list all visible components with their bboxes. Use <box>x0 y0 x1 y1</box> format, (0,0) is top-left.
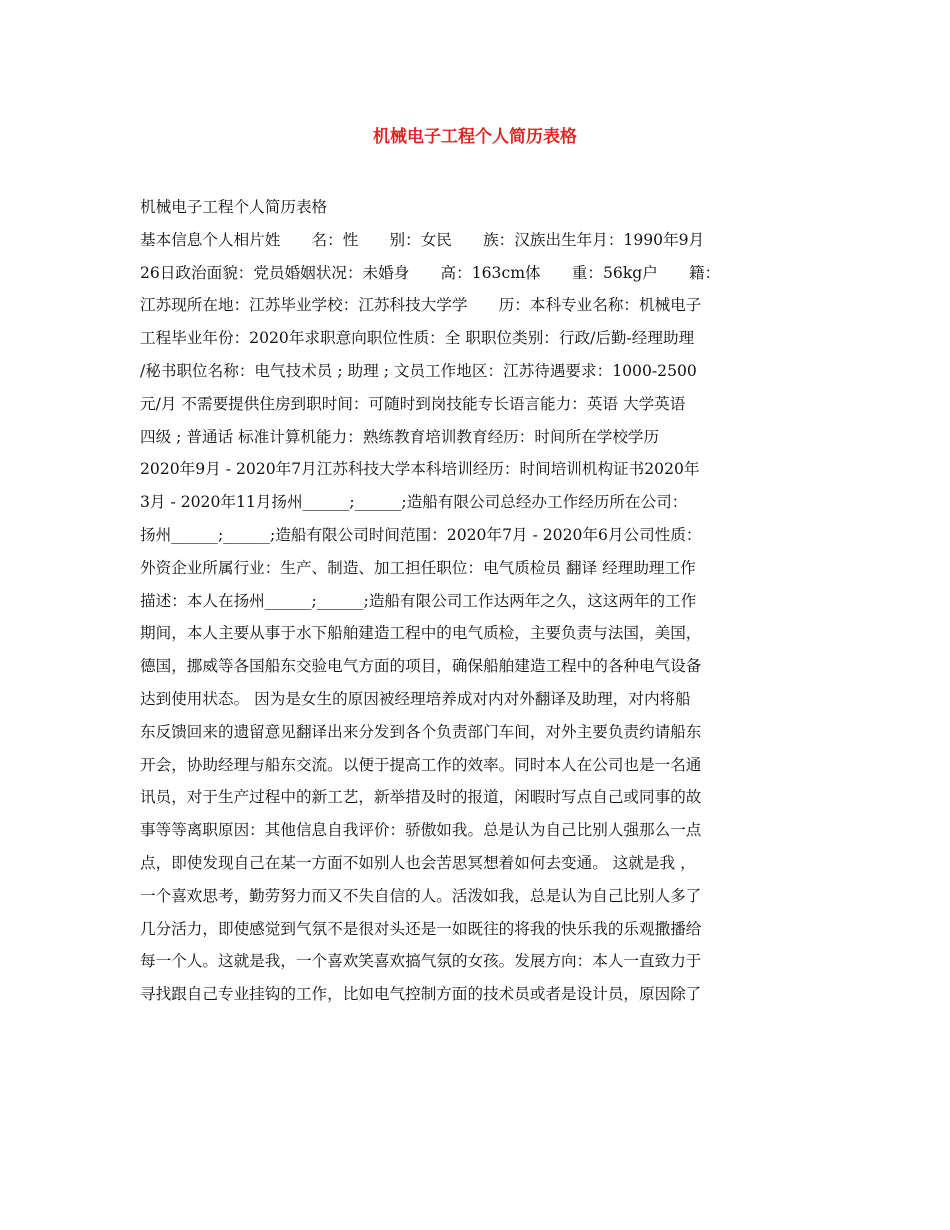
body-line: 2020年9月 - 2020年7月江苏科技大学本科培训经历：时间培训机构证书2020年 <box>140 460 700 479</box>
body-line: 描述：本人在扬州______;______;造船有限公司工作达两年之久，这这两年的工作 <box>140 591 697 610</box>
body-line: 外资企业所属行业：生产、制造、加工担任职位：电气质检员 翻译 经理助理工作 <box>140 558 696 577</box>
body-line: 寻找跟自己专业挂钩的工作，比如电气控制方面的技术员或者是设计员，原因除了 <box>140 985 702 1004</box>
body-line: 讯员，对于生产过程中的新工艺，新举措及时的报道，闲暇时写点自己或同事的故 <box>140 788 702 807</box>
body-line: 德国，挪威等各国船东交验电气方面的项目，确保船舶建造工程中的各种电气设备 <box>140 657 702 676</box>
body-line: 开会，协助经理与船东交流。以便于提高工作的效率。同时本人在公司也是一名通 <box>140 755 702 774</box>
body-line: 工程毕业年份：2020年求职意向职位性质：全 职职位类别：行政/后勤-经理助理 <box>140 329 695 348</box>
body-line: 3月 - 2020年11月扬州______;______;造船有限公司总经办工作经历所在公司： <box>140 493 688 512</box>
body-line: 东反馈回来的遗留意见翻译出来分发到各个负责部门车间，对外主要负责约请船东 <box>140 722 702 741</box>
body-line: 每一个人。这就是我，一个喜欢笑喜欢搞气氛的女孩。发展方向：本人一直致力于 <box>140 952 702 971</box>
body-line: 机械电子工程个人简历表格 <box>140 198 328 216</box>
body-line: 基本信息个人相片姓 名：性 别：女民 族：汉族出生年月：1990年9月 <box>140 230 705 249</box>
body-line: 事等等离职原因：其他信息自我评价：骄傲如我。总是认为自己比别人强那么一点 <box>140 821 702 840</box>
body-line: /秘书职位名称：电气技术员 ; 助理 ; 文员工作地区：江苏待遇要求：1000-2500 <box>140 361 697 380</box>
body-line: 扬州______;______;造船有限公司时间范围：2020年7月 - 2020年6月公司性质： <box>140 525 702 544</box>
body-line: 达到使用状态。 因为是女生的原因被经理培养成对内对外翻译及助理，对内将船 <box>140 689 691 708</box>
body-line: 江苏现所在地：江苏毕业学校：江苏科技大学学 历：本科专业名称：机械电子 <box>140 296 702 315</box>
body-line: 几分活力，即使感觉到气氛不是很对头还是一如既往的将我的快乐我的乐观撒播给 <box>140 919 702 938</box>
document-body <box>140 195 830 1015</box>
body-line: 四级 ; 普通话 标准计算机能力：熟练教育培训教育经历：时间所在学校学历 <box>140 427 660 446</box>
body-line: 元/月 不需要提供住房到职时间：可随时到岗技能专长语言能力：英语 大学英语 <box>140 394 686 413</box>
body-line: 点，即使发现自己在某一方面不如别人也会苦思冥想着如何去变通。 这就是我 ， <box>140 853 696 872</box>
body-line: 一个喜欢思考，勤劳努力而又不失自信的人。活泼如我，总是认为自己比别人多了 <box>140 886 702 905</box>
document-title: 机械电子工程个人简历表格 <box>373 127 577 147</box>
body-line: 26日政治面貌：党员婚姻状况：未婚身 高：163cm体 重：56kg户 籍： <box>140 263 721 282</box>
body-line: 期间，本人主要从事于水下船舶建造工程中的电气质检，主要负责与法国，美国， <box>140 624 702 643</box>
